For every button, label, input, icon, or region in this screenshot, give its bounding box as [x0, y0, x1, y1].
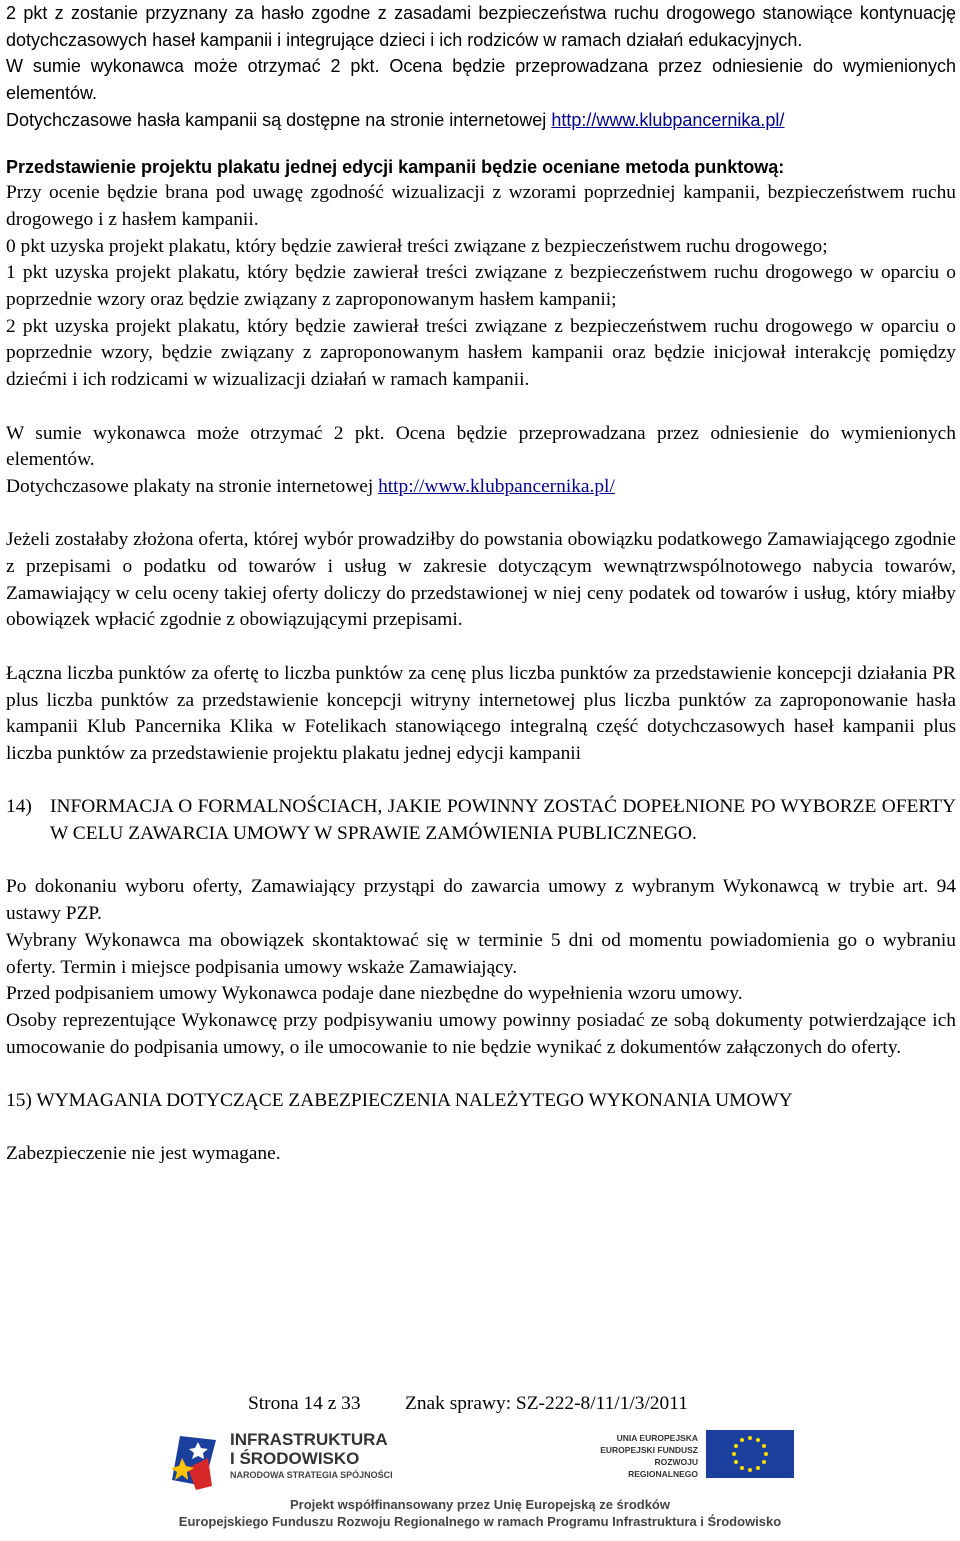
- paragraph-slogan-link: [6, 107, 956, 134]
- section-14-p4: Osoby reprezentujące Wykonawcę przy podpisywaniu umowy powinny posiadać ze sobą dokumenty potwierdzające ich umocowanie do podpisania umowy, o ile umocowanie to nie będzie wynikać z dokumentów załączonych do oferty.: [6, 1009, 956, 1058]
- section-14-p1: Po dokonaniu wyboru oferty, Zamawiający przystąpi do zawarcia umowy z wybranym Wykonawcą w trybie art. 94 ustawy PZP.: [6, 876, 956, 925]
- logo-infrastruktura-line1: INFRASTRUKTURA: [230, 1430, 388, 1449]
- infrastruktura-srodowisko-logo: [168, 1428, 393, 1498]
- section-14-p2: Wybrany Wykonawca ma obowiązek skontaktować się w terminie 5 dni od momentu powiadomienia go o wybraniu oferty. Termin i miejsce podpisania umowy wskaże Zamawiający.: [6, 929, 956, 978]
- cofunding-line1: Projekt współfinansowany przez Unię Europejską ze środków: [290, 1497, 670, 1512]
- logo-ue-line2: EUROPEJSKI FUNDUSZ: [600, 1445, 698, 1455]
- klubpancernika-link[interactable]: http://www.klubpancernika.pl/: [551, 109, 785, 130]
- logo-ue-line3: ROZWOJU REGIONALNEGO: [628, 1457, 698, 1479]
- cofunding-line2: Europejskiego Funduszu Rozwoju Regionalnego w ramach Programu Infrastruktura i Środowisko: [178, 1514, 782, 1529]
- poster-2-pkt: 2 pkt uzyska projekt plakatu, który będzie zawierał treści związane z bezpieczeństwem ruchu drogowego w oparciu o poprzednie wzory, będzie związany z zaproponowanym hasłem kampanii oraz będzie inicjował interakcję pomiędzy dziećmi i ich rodzicami w wizualizacji działań w ramach kampanii.: [6, 315, 956, 391]
- poster-link-paragraph: [6, 474, 956, 501]
- section-15-p1: Zabezpieczenie nie jest wymagane.: [6, 1143, 281, 1165]
- poster-1-pkt: 1 pkt uzyska projekt plakatu, który będzie zawierał treści związane z bezpieczeństwem ruchu drogowego w oparciu o poprzednie wzory oraz będzie związany z zaproponowanym hasłem kampanii;: [6, 262, 956, 311]
- section-14-heading: [6, 794, 956, 847]
- poster-heading: Przedstawienie projektu plakatu jednej edycji kampanii będzie oceniane metoda punktową:: [6, 156, 785, 177]
- poster-sum: W sumie wykonawca może otrzymać 2 pkt. Ocena będzie przeprowadzana przez odniesienie do wymienionych elementów.: [6, 422, 956, 471]
- section-14-title: INFORMACJA O FORMALNOŚCIACH, JAKIE POWINNY ZOSTAĆ DOPEŁNIONE PO WYBORZE OFERTY W CELU ZAWARCIA UMOWY W SPRAWIE ZAMÓWIENIA PUBLICZNEGO.: [50, 796, 956, 845]
- slogan-link-text: Dotychczasowe hasła kampanii są dostępne na stronie internetowej: [6, 109, 552, 130]
- logo-infrastruktura-line3: NARODOWA STRATEGIA SPÓJNOŚCI: [230, 1470, 393, 1480]
- section-15-heading: 15) WYMAGANIA DOTYCZĄCE ZABEZPIECZENIA NALEŻYTEGO WYKONANIA UMOWY: [6, 1090, 793, 1112]
- poster-link-text: Dotychczasowe plakaty na stronie internetowej: [6, 475, 379, 497]
- eu-flag-icon: [706, 1430, 794, 1478]
- poster-intro: Przy ocenie będzie brana pod uwagę zgodność wizualizacji z wzorami poprzedniej kampanii, bezpieczeństwem ruchu drogowego i z hasłem kampanii.: [6, 182, 956, 230]
- logo-ue-line1: UNIA EUROPEJSKA: [616, 1433, 698, 1443]
- section-14-number: 14): [6, 796, 32, 818]
- logo-infrastruktura-line2: I ŚRODOWISKO: [230, 1449, 360, 1468]
- unia-europejska-logo: [598, 1428, 798, 1483]
- poster-0-pkt: 0 pkt uzyska projekt plakatu, który będzie zawierał treści związane z bezpieczeństwem ruchu drogowego;: [6, 235, 828, 257]
- footer-logos: [0, 1420, 960, 1541]
- section-14-p3: Przed podpisaniem umowy Wykonawca podaje dane niezbędne do wypełnienia wzoru umowy.: [6, 983, 743, 1005]
- cofunding-note: [0, 1496, 960, 1530]
- paragraph-slogan-sum: W sumie wykonawca może otrzymać 2 pkt. Ocena będzie przeprowadzana przez odniesienie do wymienionych elementów.: [6, 56, 956, 104]
- poster-klubpancernika-link[interactable]: http://www.klubpancernika.pl/: [378, 475, 615, 497]
- document-page: [6, 0, 956, 1168]
- paragraph-slogan-points: 2 pkt z zostanie przyznany za hasło zgodne z zasadami bezpieczeństwa ruchu drogowego stanowiące kontynuację dotychczasowych haseł kampanii i integrujące dzieci i ich rodziców w ramach działań edukacyjnych.: [6, 3, 956, 50]
- footer-case-number: Znak sprawy: SZ-222-8/11/1/3/2011: [405, 1393, 688, 1414]
- tax-paragraph: Jeżeli zostałaby złożona oferta, której wybór prowadziłby do powstania obowiązku podatkowego Zamawiającego zgodnie z przepisami o podatku od towarów i usług w zakresie dotyczącym wewnątrzwspólnotowego nabycia towarów, Zamawiający w celu oceny takiej oferty doliczy do przedstawionej w niej ceny podatek od towarów i usług, który miałby obowiązek wpłacić zgodnie z obowiązującymi przepisami.: [6, 529, 956, 631]
- footer-page-number: Strona 14 z 33: [248, 1393, 361, 1414]
- logo-ue-text: [598, 1432, 698, 1480]
- total-points-paragraph: Łączna liczba punktów za ofertę to liczba punktów za cenę plus liczba punktów za przedstawienie koncepcji działania PR plus liczba punktów za przedstawienie koncepcji witryny internetowej plus liczba punktów za zaproponowanie hasła kampanii Klub Pancernika Klika w Fotelikach stanowiącego integralną część dotychczasowych haseł kampanii plus liczba punktów za przedstawienie projektu plakatu jednej edycji kampanii: [6, 662, 956, 764]
